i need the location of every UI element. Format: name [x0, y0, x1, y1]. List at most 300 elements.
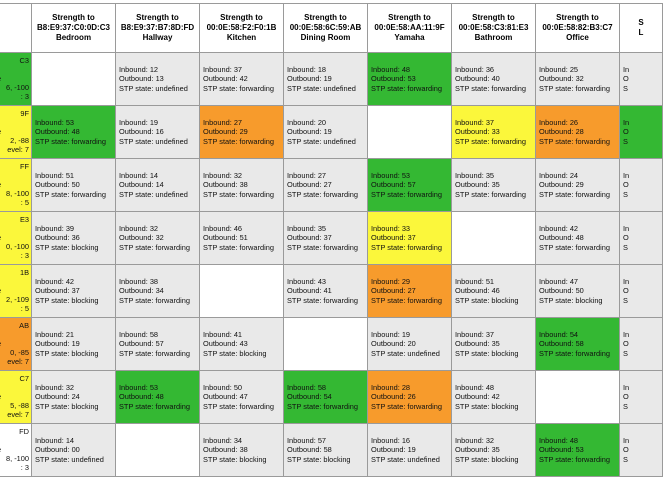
- row-header-cell: [0, 318, 32, 371]
- column-header-line3: L: [638, 28, 644, 37]
- inbound-value: Inbound: 54: [539, 330, 579, 339]
- row-header-line: [0, 330, 29, 339]
- matrix-cell: [284, 371, 368, 424]
- stp-state-value: STP state: forwarding: [455, 83, 526, 93]
- stp-state-value: STP state: forwarding: [35, 189, 106, 199]
- outbound-value: Outbound: 37: [287, 233, 332, 243]
- row-header-line: FD: [19, 427, 29, 436]
- table-row: [0, 212, 663, 265]
- stp-state-value: STP state: blocking: [455, 348, 519, 358]
- matrix-cell: [536, 159, 620, 212]
- inbound-value: Inbound: 33: [371, 224, 411, 233]
- inbound-value: In: [623, 118, 630, 127]
- inbound-value: Inbound: 25: [539, 65, 579, 74]
- row-header-line: evel: 7: [7, 357, 29, 366]
- column-header-line3: Hallway: [142, 33, 173, 42]
- outbound-value: Outbound: 24: [35, 392, 80, 402]
- matrix-cell: [620, 371, 663, 424]
- inbound-value: Inbound: 47: [539, 277, 579, 286]
- stp-state-value: STP state: undefined: [371, 454, 440, 464]
- inbound-value: Inbound: 32: [455, 436, 495, 445]
- stp-state-value: STP state: forwarding: [371, 401, 442, 411]
- table-row: [0, 53, 663, 106]
- outbound-value: Outbound: 51: [203, 233, 248, 243]
- outbound-value: Outbound: 43: [203, 339, 248, 349]
- row-header-line: [0, 118, 29, 127]
- inbound-value: Inbound: 46: [203, 224, 243, 233]
- outbound-value: Outbound: 35: [455, 339, 500, 349]
- stp-state-value: STP state: blocking: [35, 401, 99, 411]
- stp-state-value: STP state: forwarding: [539, 83, 610, 93]
- outbound-value: Outbound: 19: [35, 339, 80, 349]
- stp-state-value: STP state: forwarding: [203, 242, 274, 252]
- stp-state-value: STP state: forwarding: [539, 136, 610, 146]
- inbound-value: Inbound: 42: [35, 277, 75, 286]
- stp-state-value: STP state: forwarding: [371, 242, 442, 252]
- column-header-line2: B8:E9:37:C0:0D:C3: [37, 23, 110, 32]
- stp-state-value: STP state: blocking: [35, 295, 99, 305]
- stp-state-value: STP state: forwarding: [539, 348, 610, 358]
- row-header-line: 1B: [19, 268, 29, 277]
- outbound-value: Outbound: 35: [455, 180, 500, 190]
- outbound-value: Outbound: 20: [371, 339, 416, 349]
- stp-state-value: S: [623, 348, 628, 358]
- column-header: [620, 4, 663, 53]
- column-header-line1: Strength to: [388, 13, 431, 22]
- row-header-cell: [0, 159, 32, 212]
- stp-state-value: STP state: forwarding: [539, 454, 610, 464]
- inbound-value: Inbound: 27: [287, 171, 327, 180]
- outbound-value: O: [623, 233, 629, 243]
- row-header-line: 6, -100: [5, 83, 29, 92]
- outbound-value: Outbound: 27: [287, 180, 332, 190]
- row-header-line: [0, 339, 29, 348]
- matrix-cell: [200, 159, 284, 212]
- inbound-value: Inbound: 34: [203, 436, 243, 445]
- column-header: [284, 4, 368, 53]
- stp-state-value: STP state: forwarding: [119, 401, 190, 411]
- row-header-line: 2, -109: [5, 295, 29, 304]
- column-header: [452, 4, 536, 53]
- outbound-value: Outbound: 35: [455, 445, 500, 455]
- column-header-line1: Strength to: [136, 13, 179, 22]
- stp-state-value: STP state: forwarding: [287, 295, 358, 305]
- stp-state-value: STP state: forwarding: [203, 136, 274, 146]
- matrix-cell: [620, 424, 663, 477]
- matrix-cell: [536, 106, 620, 159]
- inbound-value: Inbound: 39: [35, 224, 75, 233]
- outbound-value: Outbound: 48: [119, 392, 164, 402]
- inbound-value: Inbound: 50: [203, 383, 243, 392]
- row-header-line: 5, -88: [10, 401, 29, 410]
- column-header-line2: 00:0E:58:F2:F0:1B: [206, 23, 277, 32]
- row-header-line: E3: [19, 215, 29, 224]
- outbound-value: Outbound: 27: [371, 286, 416, 296]
- inbound-value: Inbound: 53: [371, 171, 411, 180]
- inbound-value: Inbound: 37: [455, 330, 495, 339]
- column-header-line2: B8:E9:37:B7:8D:FD: [120, 23, 195, 32]
- stp-state-value: STP state: forwarding: [203, 401, 274, 411]
- table-row: [0, 424, 663, 477]
- matrix-cell: [452, 159, 536, 212]
- stp-state-value: STP state: forwarding: [539, 189, 610, 199]
- stp-state-value: S: [623, 189, 628, 199]
- row-header-line: evel: 7: [7, 410, 29, 419]
- stp-state-value: S: [623, 454, 628, 464]
- table-row: [0, 106, 663, 159]
- row-header-line: 8, -100: [5, 189, 29, 198]
- inbound-value: Inbound: 18: [287, 65, 327, 74]
- stp-state-value: S: [623, 295, 628, 305]
- signal-strength-table: [0, 3, 663, 477]
- table-body: [0, 53, 663, 477]
- stp-state-value: STP state: blocking: [35, 348, 99, 358]
- row-header-cell: [0, 424, 32, 477]
- inbound-value: Inbound: 37: [203, 65, 243, 74]
- row-header-line: 8, -100: [5, 454, 29, 463]
- matrix-cell: [620, 106, 663, 159]
- stp-state-value: STP state: forwarding: [119, 348, 190, 358]
- column-header-line2: 00:0E:58:82:B3:C7: [542, 23, 613, 32]
- stp-state-value: STP state: forwarding: [371, 295, 442, 305]
- matrix-cell: [452, 318, 536, 371]
- stp-state-value: STP state: forwarding: [119, 242, 190, 252]
- row-header-cell: [0, 106, 32, 159]
- matrix-cell: [620, 265, 663, 318]
- outbound-value: O: [623, 180, 629, 190]
- row-header-line: [0, 74, 29, 83]
- column-header-line2: 00:0E:58:6C:59:AB: [289, 23, 362, 32]
- inbound-value: Inbound: 16: [371, 436, 411, 445]
- matrix-cell: [452, 212, 536, 265]
- row-header-line: : 3: [20, 251, 29, 260]
- matrix-cell: [116, 318, 200, 371]
- stp-state-value: STP state: forwarding: [287, 401, 358, 411]
- matrix-cell: [368, 212, 452, 265]
- inbound-value: Inbound: 53: [35, 118, 75, 127]
- inbound-value: Inbound: 32: [119, 224, 159, 233]
- column-header-line1: Strength to: [304, 13, 347, 22]
- column-header-line1: Strength to: [220, 13, 263, 22]
- stp-state-value: STP state: blocking: [35, 242, 99, 252]
- outbound-value: O: [623, 339, 629, 349]
- stp-state-value: STP state: blocking: [203, 348, 267, 358]
- matrix-cell: [536, 371, 620, 424]
- matrix-cell: [200, 106, 284, 159]
- row-header-line: FF: [19, 162, 29, 171]
- matrix-cell: [368, 424, 452, 477]
- stp-state-value: STP state: undefined: [287, 83, 356, 93]
- inbound-value: In: [623, 277, 630, 286]
- inbound-value: In: [623, 383, 630, 392]
- outbound-value: O: [623, 445, 629, 455]
- inbound-value: Inbound: 20: [287, 118, 327, 127]
- outbound-value: Outbound: 53: [371, 74, 416, 84]
- matrix-cell: [620, 159, 663, 212]
- outbound-value: O: [623, 286, 629, 296]
- column-header-line2: 00:0E:58:AA:11:9F: [374, 23, 445, 32]
- matrix-cell: [620, 212, 663, 265]
- matrix-cell: [452, 265, 536, 318]
- outbound-value: Outbound: 41: [287, 286, 332, 296]
- outbound-value: Outbound: 00: [35, 445, 80, 455]
- outbound-value: Outbound: 57: [119, 339, 164, 349]
- column-header-line3: Office: [566, 33, 589, 42]
- matrix-cell: [620, 318, 663, 371]
- inbound-value: Inbound: 29: [371, 277, 411, 286]
- stp-state-value: STP state: undefined: [119, 83, 188, 93]
- stp-state-value: STP state: blocking: [203, 454, 267, 464]
- inbound-value: In: [623, 224, 630, 233]
- row-header-line: 9F: [20, 109, 29, 118]
- outbound-value: Outbound: 26: [371, 392, 416, 402]
- table-row: [0, 159, 663, 212]
- outbound-value: Outbound: 29: [203, 127, 248, 137]
- stp-state-value: STP state: undefined: [119, 189, 188, 199]
- row-header-cell: [0, 265, 32, 318]
- table-row: [0, 265, 663, 318]
- stp-state-value: STP state: forwarding: [371, 189, 442, 199]
- row-header-line: : 3: [20, 92, 29, 101]
- matrix-cell: [32, 424, 116, 477]
- matrix-cell: [368, 265, 452, 318]
- matrix-cell: [116, 212, 200, 265]
- outbound-value: Outbound: 32: [119, 233, 164, 243]
- outbound-value: Outbound: 38: [203, 180, 248, 190]
- matrix-cell: [452, 424, 536, 477]
- column-header: [536, 4, 620, 53]
- outbound-value: Outbound: 13: [119, 74, 164, 84]
- inbound-value: Inbound: 43: [287, 277, 327, 286]
- outbound-value: Outbound: 47: [203, 392, 248, 402]
- matrix-cell: [116, 106, 200, 159]
- column-header-line3: Yamaha: [394, 33, 425, 42]
- inbound-value: Inbound: 19: [371, 330, 411, 339]
- inbound-value: In: [623, 330, 630, 339]
- matrix-cell: [116, 159, 200, 212]
- matrix-cell: [284, 265, 368, 318]
- matrix-cell: [368, 159, 452, 212]
- row-header-line: : 5: [20, 304, 29, 313]
- matrix-cell: [32, 371, 116, 424]
- row-header-line: : 3: [20, 463, 29, 472]
- column-header: [116, 4, 200, 53]
- stp-state-value: STP state: forwarding: [539, 242, 610, 252]
- stp-state-value: STP state: blocking: [455, 401, 519, 411]
- outbound-value: Outbound: 38: [203, 445, 248, 455]
- matrix-cell: [284, 159, 368, 212]
- inbound-value: Inbound: 12: [119, 65, 159, 74]
- inbound-value: Inbound: 38: [119, 277, 159, 286]
- inbound-value: Inbound: 48: [455, 383, 495, 392]
- inbound-value: Inbound: 58: [119, 330, 159, 339]
- row-header-line: 0, -85: [10, 348, 29, 357]
- matrix-cell: [32, 212, 116, 265]
- stp-state-value: S: [623, 242, 628, 252]
- inbound-value: Inbound: 32: [35, 383, 75, 392]
- outbound-value: Outbound: 57: [371, 180, 416, 190]
- inbound-value: In: [623, 171, 630, 180]
- outbound-value: Outbound: 42: [203, 74, 248, 84]
- stp-state-value: STP state: forwarding: [287, 189, 358, 199]
- matrix-cell: [200, 371, 284, 424]
- matrix-cell: [116, 424, 200, 477]
- matrix-cell: [116, 53, 200, 106]
- outbound-value: O: [623, 74, 629, 84]
- table-row: [0, 371, 663, 424]
- row-header-line: [0, 127, 29, 136]
- matrix-cell: [536, 318, 620, 371]
- outbound-value: Outbound: 58: [287, 445, 332, 455]
- outbound-value: Outbound: 34: [119, 286, 164, 296]
- outbound-value: Outbound: 36: [35, 233, 80, 243]
- row-header-line: [0, 224, 29, 233]
- inbound-value: Inbound: 21: [35, 330, 75, 339]
- row-header-line: [0, 392, 29, 401]
- matrix-cell: [536, 265, 620, 318]
- matrix-cell: [452, 371, 536, 424]
- row-header-line: [0, 180, 29, 189]
- inbound-value: Inbound: 28: [371, 383, 411, 392]
- row-header-line: [0, 286, 29, 295]
- matrix-cell: [536, 53, 620, 106]
- outbound-value: Outbound: 14: [119, 180, 164, 190]
- outbound-value: Outbound: 37: [371, 233, 416, 243]
- row-header-cell: [0, 53, 32, 106]
- row-header-line: C7: [19, 374, 29, 383]
- stp-state-value: STP state: forwarding: [203, 83, 274, 93]
- column-header: [32, 4, 116, 53]
- inbound-value: Inbound: 42: [539, 224, 579, 233]
- column-header-line3: Bedroom: [55, 33, 92, 42]
- column-header-line2: 00:0E:58:C3:81:E3: [458, 23, 529, 32]
- column-header: [200, 4, 284, 53]
- outbound-value: Outbound: 53: [539, 445, 584, 455]
- stp-state-value: STP state: forwarding: [455, 136, 526, 146]
- stp-state-value: S: [623, 136, 628, 146]
- outbound-value: Outbound: 46: [455, 286, 500, 296]
- column-header-line3: Bathroom: [474, 33, 513, 42]
- matrix-cell: [368, 53, 452, 106]
- row-header-line: 2, -88: [10, 136, 29, 145]
- matrix-cell: [32, 159, 116, 212]
- matrix-cell: [536, 212, 620, 265]
- matrix-cell: [32, 53, 116, 106]
- outbound-value: Outbound: 48: [539, 233, 584, 243]
- stp-state-value: STP state: blocking: [455, 295, 519, 305]
- outbound-value: Outbound: 19: [287, 127, 332, 137]
- inbound-value: Inbound: 58: [287, 383, 327, 392]
- outbound-value: Outbound: 48: [35, 127, 80, 137]
- inbound-value: Inbound: 37: [455, 118, 495, 127]
- stp-state-value: STP state: undefined: [371, 348, 440, 358]
- matrix-cell: [284, 424, 368, 477]
- table-row: [0, 318, 663, 371]
- stp-state-value: STP state: forwarding: [203, 189, 274, 199]
- outbound-value: Outbound: 42: [455, 392, 500, 402]
- inbound-value: Inbound: 14: [119, 171, 159, 180]
- stp-state-value: STP state: undefined: [35, 454, 104, 464]
- stp-state-value: STP state: forwarding: [119, 295, 190, 305]
- matrix-cell: [368, 106, 452, 159]
- outbound-value: O: [623, 127, 629, 137]
- outbound-value: Outbound: 29: [539, 180, 584, 190]
- column-header-line3: Dining Room: [300, 33, 351, 42]
- inbound-value: Inbound: 26: [539, 118, 579, 127]
- matrix-cell: [368, 371, 452, 424]
- matrix-cell: [284, 212, 368, 265]
- stp-state-value: STP state: blocking: [287, 454, 351, 464]
- matrix-cell: [32, 265, 116, 318]
- matrix-cell: [200, 53, 284, 106]
- row-header-line: [0, 383, 29, 392]
- stp-state-value: STP state: blocking: [455, 454, 519, 464]
- column-header-line3: Kitchen: [226, 33, 257, 42]
- row-header-line: [0, 171, 29, 180]
- row-header-line: [0, 233, 29, 242]
- corner-header-cell: [0, 4, 32, 53]
- row-header-cell: [0, 371, 32, 424]
- inbound-value: Inbound: 48: [539, 436, 579, 445]
- stp-state-value: S: [623, 83, 628, 93]
- row-header-line: [0, 436, 29, 445]
- inbound-value: Inbound: 36: [455, 65, 495, 74]
- outbound-value: Outbound: 19: [371, 445, 416, 455]
- inbound-value: Inbound: 41: [203, 330, 243, 339]
- row-header-line: 0, -100: [5, 242, 29, 251]
- matrix-cell: [32, 318, 116, 371]
- stp-state-value: STP state: forwarding: [455, 189, 526, 199]
- row-header-line: C3: [19, 56, 29, 65]
- outbound-value: Outbound: 50: [539, 286, 584, 296]
- inbound-value: In: [623, 65, 630, 74]
- matrix-cell: [452, 53, 536, 106]
- inbound-value: Inbound: 53: [119, 383, 159, 392]
- outbound-value: Outbound: 28: [539, 127, 584, 137]
- matrix-cell: [200, 212, 284, 265]
- matrix-cell: [200, 318, 284, 371]
- row-header-cell: [0, 212, 32, 265]
- matrix-cell: [284, 106, 368, 159]
- table-header: [0, 4, 663, 53]
- matrix-cell: [284, 53, 368, 106]
- inbound-value: In: [623, 436, 630, 445]
- outbound-value: Outbound: 16: [119, 127, 164, 137]
- matrix-cell: [452, 106, 536, 159]
- row-header-line: [0, 65, 29, 74]
- header-row: [0, 4, 663, 53]
- stp-state-value: STP state: forwarding: [287, 242, 358, 252]
- matrix-cell: [32, 106, 116, 159]
- inbound-value: Inbound: 57: [287, 436, 327, 445]
- stp-state-value: S: [623, 401, 628, 411]
- stp-state-value: STP state: undefined: [119, 136, 188, 146]
- matrix-cell: [368, 318, 452, 371]
- outbound-value: Outbound: 50: [35, 180, 80, 190]
- outbound-value: Outbound: 33: [455, 127, 500, 137]
- inbound-value: Inbound: 51: [35, 171, 75, 180]
- matrix-cell: [200, 265, 284, 318]
- outbound-value: Outbound: 54: [287, 392, 332, 402]
- outbound-value: Outbound: 19: [287, 74, 332, 84]
- inbound-value: Inbound: 27: [203, 118, 243, 127]
- matrix-cell: [620, 53, 663, 106]
- matrix-cell: [284, 318, 368, 371]
- inbound-value: Inbound: 35: [455, 171, 495, 180]
- inbound-value: Inbound: 24: [539, 171, 579, 180]
- outbound-value: Outbound: 58: [539, 339, 584, 349]
- matrix-cell: [116, 371, 200, 424]
